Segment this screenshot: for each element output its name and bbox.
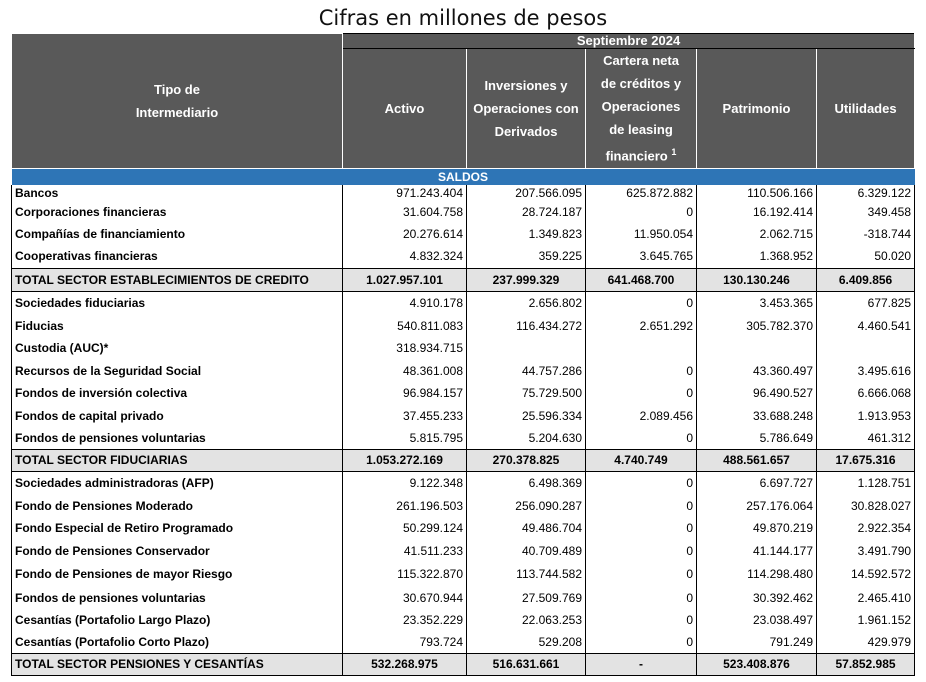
- total-cartera: -: [586, 653, 697, 675]
- cell-cartera: 11.950.054: [586, 223, 697, 245]
- cell-cartera: 0: [586, 359, 697, 382]
- cell-activo: 4.832.324: [343, 245, 467, 268]
- cell-activo: 48.361.008: [343, 359, 467, 382]
- cell-activo: 50.299.124: [343, 517, 467, 539]
- cell-cartera: 0: [586, 631, 697, 653]
- cell-patrimonio: 2.062.715: [697, 223, 817, 245]
- table-body: [12, 169, 915, 676]
- table-row: [12, 223, 915, 245]
- total-activo: 532.268.975: [343, 653, 467, 675]
- header-cartera-line3: Operaciones: [601, 99, 681, 115]
- cell-cartera: 0: [586, 200, 697, 223]
- header-tipo: [12, 34, 343, 169]
- cell-activo: 4.910.178: [343, 291, 467, 314]
- row-name: Cesantías (Portafolio Largo Plazo): [12, 609, 343, 631]
- cell-patrimonio: 110.506.166: [697, 185, 817, 200]
- cell-patrimonio: 33.688.248: [697, 404, 817, 427]
- cell-cartera: 625.872.882: [586, 185, 697, 200]
- cell-inversiones: 44.757.286: [467, 359, 586, 382]
- row-name: Cooperativas financieras: [12, 245, 343, 268]
- cell-inversiones: 359.225: [467, 245, 586, 268]
- cell-cartera: 2.089.456: [586, 404, 697, 427]
- header-activo: Activo: [343, 49, 467, 169]
- header-cartera-line4: de leasing: [609, 122, 673, 138]
- table-row: [12, 404, 915, 427]
- cell-utilidades: -318.744: [817, 223, 915, 245]
- cell-activo: 261.196.503: [343, 494, 467, 517]
- cell-patrimonio: 16.192.414: [697, 200, 817, 223]
- cell-utilidades: 14.592.572: [817, 562, 915, 586]
- total-inversiones: 270.378.825: [467, 449, 586, 471]
- header-cartera-line5-text: financiero: [605, 148, 668, 164]
- cell-utilidades: 50.020: [817, 245, 915, 268]
- cell-activo: 31.604.758: [343, 200, 467, 223]
- table-row: [12, 631, 915, 653]
- cell-inversiones: 28.724.187: [467, 200, 586, 223]
- table-row: [12, 609, 915, 631]
- cell-activo: 540.811.083: [343, 314, 467, 337]
- table-row: [12, 562, 915, 586]
- header-period: Septiembre 2024: [343, 34, 915, 49]
- total-row: [12, 653, 915, 675]
- table-row: [12, 359, 915, 382]
- row-name: Fondo de Pensiones Conservador: [12, 539, 343, 562]
- cell-inversiones: 5.204.630: [467, 427, 586, 449]
- total-inversiones: 516.631.661: [467, 653, 586, 675]
- row-name: Sociedades fiduciarias: [12, 291, 343, 314]
- header-cartera: [586, 49, 697, 169]
- table-row: [12, 200, 915, 223]
- total-patrimonio: 488.561.657: [697, 449, 817, 471]
- table-row: [12, 539, 915, 562]
- header-cartera-line1: Cartera neta: [603, 53, 679, 69]
- cell-cartera: 2.651.292: [586, 314, 697, 337]
- total-name: TOTAL SECTOR PENSIONES Y CESANTÍAS: [12, 653, 343, 675]
- row-name: Corporaciones financieras: [12, 200, 343, 223]
- cell-activo: 5.815.795: [343, 427, 467, 449]
- header-cartera-line5: [589, 141, 693, 167]
- cell-inversiones: 25.596.334: [467, 404, 586, 427]
- cell-patrimonio: 1.368.952: [697, 245, 817, 268]
- cell-inversiones: 207.566.095: [467, 185, 586, 200]
- cell-inversiones: 113.744.582: [467, 562, 586, 586]
- cell-inversiones: [467, 337, 586, 359]
- cell-utilidades: 349.458: [817, 200, 915, 223]
- cell-utilidades: 429.979: [817, 631, 915, 653]
- cell-cartera: 0: [586, 586, 697, 609]
- section-row-saldos: [12, 169, 915, 186]
- cell-utilidades: 2.922.354: [817, 517, 915, 539]
- header-inversiones-line3: Derivados: [494, 124, 558, 140]
- cell-inversiones: 49.486.704: [467, 517, 586, 539]
- total-cartera: 4.740.749: [586, 449, 697, 471]
- page-title: Cifras en millones de pesos: [318, 6, 608, 30]
- cell-patrimonio: 114.298.480: [697, 562, 817, 586]
- cell-patrimonio: 5.786.649: [697, 427, 817, 449]
- cell-cartera: 0: [586, 539, 697, 562]
- row-name: Sociedades administradoras (AFP): [12, 471, 343, 494]
- header-cartera-footnote: 1: [671, 147, 677, 158]
- row-name: Fondo de Pensiones Moderado: [12, 494, 343, 517]
- cell-activo: 115.322.870: [343, 562, 467, 586]
- header-tipo-line2: Intermediario: [135, 105, 219, 120]
- row-name: Fondos de inversión colectiva: [12, 382, 343, 404]
- table-row: [12, 382, 915, 404]
- cell-patrimonio: 791.249: [697, 631, 817, 653]
- header-patrimonio: Patrimonio: [697, 49, 817, 169]
- table-row: [12, 586, 915, 609]
- total-name: TOTAL SECTOR ESTABLECIMIENTOS DE CREDITO: [12, 268, 343, 291]
- cell-activo: 971.243.404: [343, 185, 467, 200]
- cell-activo: 23.352.229: [343, 609, 467, 631]
- row-name: Fiducias: [12, 314, 343, 337]
- cell-inversiones: 116.434.272: [467, 314, 586, 337]
- row-name: Fondos de pensiones voluntarias: [12, 427, 343, 449]
- cell-cartera: 3.645.765: [586, 245, 697, 268]
- cell-inversiones: 529.208: [467, 631, 586, 653]
- header-inversiones-line2: Operaciones con: [473, 101, 579, 117]
- cell-patrimonio: 96.490.527: [697, 382, 817, 404]
- total-row: [12, 449, 915, 471]
- row-name: Compañías de financiamiento: [12, 223, 343, 245]
- cell-patrimonio: 3.453.365: [697, 291, 817, 314]
- table-row: [12, 245, 915, 268]
- cell-utilidades: 2.465.410: [817, 586, 915, 609]
- cell-inversiones: 6.498.369: [467, 471, 586, 494]
- cell-utilidades: 6.666.068: [817, 382, 915, 404]
- row-name: Fondos de capital privado: [12, 404, 343, 427]
- row-name: Fondos de pensiones voluntarias: [12, 586, 343, 609]
- total-cartera: 641.468.700: [586, 268, 697, 291]
- cell-inversiones: 22.063.253: [467, 609, 586, 631]
- cell-cartera: 0: [586, 494, 697, 517]
- header-inversiones-line1: Inversiones y: [484, 78, 568, 94]
- total-utilidades: 57.852.985: [817, 653, 915, 675]
- cell-cartera: [586, 337, 697, 359]
- cell-inversiones: 75.729.500: [467, 382, 586, 404]
- header-utilidades: Utilidades: [817, 49, 915, 169]
- row-name: Recursos de la Seguridad Social: [12, 359, 343, 382]
- row-name: Fondo Especial de Retiro Programado: [12, 517, 343, 539]
- cell-inversiones: 1.349.823: [467, 223, 586, 245]
- table-row: [12, 494, 915, 517]
- row-name: Fondo de Pensiones de mayor Riesgo: [12, 562, 343, 586]
- cell-utilidades: 3.495.616: [817, 359, 915, 382]
- total-patrimonio: 523.408.876: [697, 653, 817, 675]
- cell-activo: 318.934.715: [343, 337, 467, 359]
- cell-activo: 9.122.348: [343, 471, 467, 494]
- table-row: [12, 291, 915, 314]
- cell-patrimonio: 49.870.219: [697, 517, 817, 539]
- row-name: Custodia (AUC)*: [12, 337, 343, 359]
- cell-cartera: 0: [586, 517, 697, 539]
- cell-activo: 41.511.233: [343, 539, 467, 562]
- cell-activo: 20.276.614: [343, 223, 467, 245]
- cell-inversiones: 256.090.287: [467, 494, 586, 517]
- cell-activo: 30.670.944: [343, 586, 467, 609]
- total-utilidades: 17.675.316: [817, 449, 915, 471]
- cell-utilidades: 461.312: [817, 427, 915, 449]
- cell-utilidades: 6.329.122: [817, 185, 915, 200]
- cell-utilidades: [817, 337, 915, 359]
- cell-patrimonio: 30.392.462: [697, 586, 817, 609]
- table-header: [12, 34, 915, 169]
- cell-cartera: 0: [586, 291, 697, 314]
- cell-utilidades: 1.961.152: [817, 609, 915, 631]
- total-row: [12, 268, 915, 291]
- cell-activo: 96.984.157: [343, 382, 467, 404]
- cell-patrimonio: 6.697.727: [697, 471, 817, 494]
- total-activo: 1.053.272.169: [343, 449, 467, 471]
- cell-utilidades: 677.825: [817, 291, 915, 314]
- cell-utilidades: 30.828.027: [817, 494, 915, 517]
- cell-utilidades: 3.491.790: [817, 539, 915, 562]
- cell-utilidades: 1.128.751: [817, 471, 915, 494]
- cell-patrimonio: 305.782.370: [697, 314, 817, 337]
- cell-patrimonio: 41.144.177: [697, 539, 817, 562]
- header-inversiones: [467, 49, 586, 169]
- table-row: [12, 314, 915, 337]
- cell-utilidades: 4.460.541: [817, 314, 915, 337]
- total-inversiones: 237.999.329: [467, 268, 586, 291]
- header-tipo-line1: Tipo de: [154, 82, 200, 97]
- table-row: [12, 185, 915, 200]
- section-label: SALDOS: [12, 169, 915, 186]
- total-name: TOTAL SECTOR FIDUCIARIAS: [12, 449, 343, 471]
- cell-cartera: 0: [586, 427, 697, 449]
- cell-cartera: 0: [586, 562, 697, 586]
- cell-patrimonio: 257.176.064: [697, 494, 817, 517]
- cell-inversiones: 2.656.802: [467, 291, 586, 314]
- cell-utilidades: 1.913.953: [817, 404, 915, 427]
- header-cartera-line2: de créditos y: [600, 76, 682, 92]
- total-patrimonio: 130.130.246: [697, 268, 817, 291]
- cell-cartera: 0: [586, 471, 697, 494]
- cell-patrimonio: [697, 337, 817, 359]
- cell-cartera: 0: [586, 609, 697, 631]
- cell-activo: 793.724: [343, 631, 467, 653]
- cell-inversiones: 40.709.489: [467, 539, 586, 562]
- cell-inversiones: 27.509.769: [467, 586, 586, 609]
- cell-activo: 37.455.233: [343, 404, 467, 427]
- table-row: [12, 337, 915, 359]
- row-name: Cesantías (Portafolio Corto Plazo): [12, 631, 343, 653]
- total-utilidades: 6.409.856: [817, 268, 915, 291]
- cell-patrimonio: 43.360.497: [697, 359, 817, 382]
- table-row: [12, 471, 915, 494]
- financial-table: [11, 33, 915, 676]
- row-name: Bancos: [12, 185, 343, 200]
- total-activo: 1.027.957.101: [343, 268, 467, 291]
- table-row: [12, 427, 915, 449]
- cell-patrimonio: 23.038.497: [697, 609, 817, 631]
- table-row: [12, 517, 915, 539]
- cell-cartera: 0: [586, 382, 697, 404]
